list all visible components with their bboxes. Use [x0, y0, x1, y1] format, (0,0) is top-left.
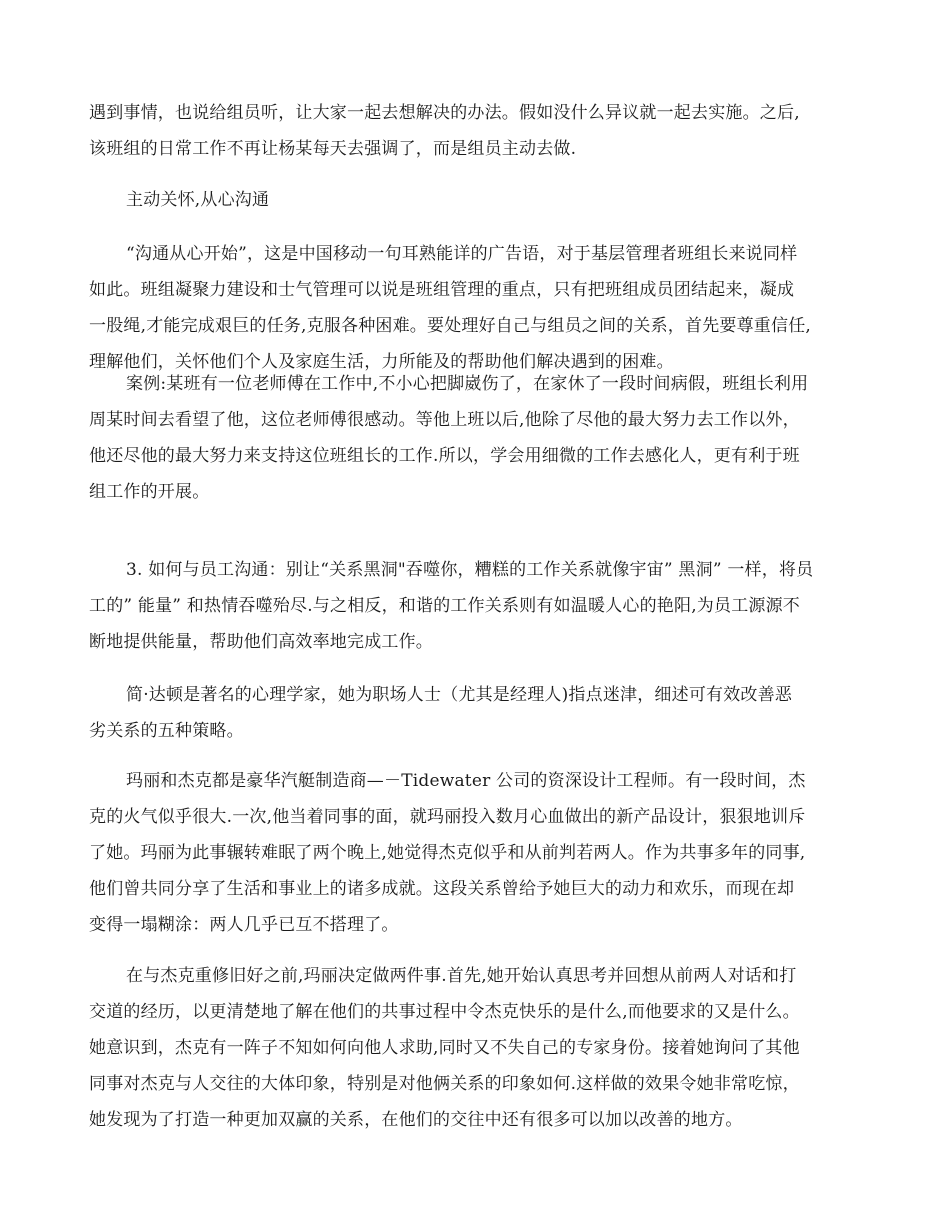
- paragraph-section-3: [89, 552, 879, 660]
- text-line: 遇到事情，也说给组员听，让大家一起去想解决的办法。假如没什么异议就一起去实施。之后,: [89, 103, 800, 123]
- text-line: 劣关系的五种策略。: [89, 721, 244, 741]
- text-line: 断地提供能量，帮助他们高效率地完成工作。: [89, 632, 433, 652]
- text-line: 理解他们，关怀他们个人及家庭生活，力所能及的帮助他们解决遇到的困难。: [89, 352, 674, 372]
- paragraph-dutton: [89, 677, 879, 749]
- paragraph-mary-jack: [89, 763, 879, 943]
- text-line: 案例:某班有一位老师傅在工作中,不小心把脚崴伤了，在家休了一段时间病假，班组长利用: [126, 374, 809, 394]
- text-line: 了她。玛丽为此事辗转难眠了两个晚上,她觉得杰克似乎和从前判若两人。作为共事多年的同事,: [89, 843, 806, 863]
- text-line: 玛丽和杰克都是豪华汽艇制造商—－Tidewater 公司的资深设计工程师。有一段时间，杰: [126, 771, 806, 791]
- text-line: 同事对杰克与人交往的大体印象，特别是对他俩关系的印象如何.这样做的效果令她非常吃惊，: [89, 1074, 800, 1094]
- text-line: 简·达顿是著名的心理学家，她为职场人士（尤其是经理人)指点迷津，细述可有效改善恶: [126, 685, 793, 705]
- text-line: 一股绳,才能完成艰巨的任务,克服各种困难。要处理好自己与组员之间的关系，首先要尊重信任,: [89, 316, 812, 336]
- text-line: 组工作的开展。: [89, 482, 210, 502]
- text-line: 他还尽他的最大努力来支持这位班组长的工作.所以，学会用细微的工作去感化人，更有利于班: [89, 446, 800, 466]
- text-line: 交道的经历，以更清楚地了解在他们的共事过程中令杰克快乐的是什么,而他要求的又是什么。: [89, 1002, 800, 1022]
- heading-line: 主动关怀,从心沟通: [126, 190, 270, 210]
- paragraph-case: [89, 366, 879, 510]
- text-line: “沟通从心开始”，这是中国移动一句耳熟能详的广告语，对于基层管理者班组长来说同样: [126, 244, 798, 264]
- paragraph-communication: [89, 236, 879, 380]
- paragraph-continued-text: [89, 95, 879, 167]
- text-line: 3. 如何与员工沟通：别让“关系黑洞"吞噬你，糟糕的工作关系就像宇宙” 黑洞” 一样，将员: [126, 560, 814, 580]
- text-line: 工的” 能量” 和热情吞噬殆尽.与之相反，和谐的工作关系则有如温暖人心的艳阳,为员工源源不: [89, 596, 800, 616]
- text-line: 周某时间去看望了他，这位老师傅很感动。等他上班以后,他除了尽他的最大努力去工作以外，: [89, 410, 800, 430]
- text-line: 克的火气似乎很大.一次,他当着同事的面，就玛丽投入数月心血做出的新产品设计，狠狠地训斥: [89, 807, 806, 827]
- text-line: 她意识到，杰克有一阵子不知如何向他人求助,同时又不失自己的专家身份。接着她询问了其他: [89, 1038, 800, 1058]
- text-line: 变得一塌糊涂：两人几乎已互不搭理了。: [89, 915, 399, 935]
- text-line: 在与杰克重修旧好之前,玛丽决定做两件事.首先,她开始认真思考并回想从前两人对话和打: [126, 966, 797, 986]
- text-line: 他们曾共同分享了生活和事业上的诸多成就。这段关系曾给予她巨大的动力和欢乐，而现在却: [89, 879, 795, 899]
- text-line: 该班组的日常工作不再让杨某每天去强调了，而是组员主动去做.: [89, 139, 577, 159]
- text-line: 如此。班组凝聚力建设和士气管理可以说是班组管理的重点，只有把班组成员团结起来，凝成: [89, 280, 795, 300]
- paragraph-reconcile: [89, 958, 879, 1138]
- section-heading: [89, 182, 879, 218]
- text-line: 她发现为了打造一种更加双赢的关系，在他们的交往中还有很多可以加以改善的地方。: [89, 1110, 743, 1130]
